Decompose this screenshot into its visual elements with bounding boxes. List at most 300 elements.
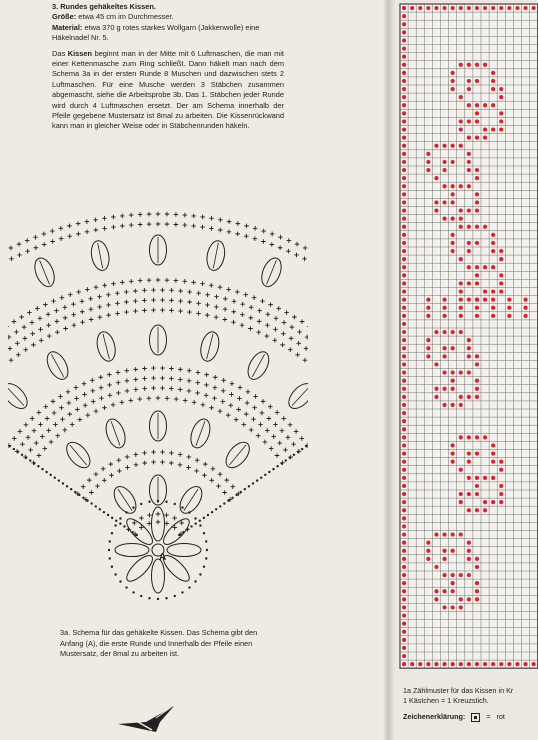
- stitch-cross: [174, 222, 179, 227]
- stitch-dot: [475, 208, 479, 212]
- chain-dot: [123, 525, 125, 527]
- stitch-cross: [35, 306, 40, 311]
- stitch-dot: [442, 557, 446, 561]
- stitch-dot: [426, 549, 430, 553]
- chain-dot: [165, 597, 167, 599]
- stitch-dot: [499, 257, 503, 261]
- stitch-dot: [459, 500, 463, 504]
- stitch-cross: [68, 292, 73, 297]
- stitch-cross: [178, 452, 183, 457]
- stitch-cross: [160, 376, 165, 381]
- stitch-cross: [286, 435, 291, 440]
- stitch-dot: [434, 597, 438, 601]
- stitch-cross: [187, 310, 192, 315]
- stitch-dot: [475, 379, 479, 383]
- stitch-cross: [235, 290, 240, 295]
- stitch-dot: [402, 476, 406, 480]
- stitch-cross: [125, 465, 130, 470]
- stitch-cross: [142, 386, 147, 391]
- stitch-cross: [273, 327, 278, 332]
- stitch-dot: [402, 403, 406, 407]
- stitch-cross: [265, 428, 270, 433]
- stitch-cross: [46, 312, 51, 317]
- stitch-cross: [304, 346, 308, 351]
- stitch-cross: [191, 214, 196, 219]
- stitch-dot: [402, 346, 406, 350]
- stitch-cross: [288, 423, 293, 428]
- stitch-dot: [402, 14, 406, 18]
- stitch-shell: [8, 379, 32, 413]
- stitch-dot: [426, 354, 430, 358]
- stitch-cross: [101, 466, 106, 471]
- stitch-dot: [402, 306, 406, 310]
- stitch-dot: [459, 370, 463, 374]
- stitch-cross: [258, 422, 263, 427]
- stitch-cross: [265, 334, 270, 339]
- stitch-dot: [426, 160, 430, 164]
- stitch-cross: [147, 513, 152, 518]
- stitch-cross: [23, 347, 28, 352]
- stitch-dot: [402, 233, 406, 237]
- stitch-cross: [178, 289, 183, 294]
- stitch-cross: [275, 453, 280, 458]
- stitch-dot: [442, 387, 446, 391]
- stitch-shell: [284, 379, 308, 413]
- stitch-dot: [402, 508, 406, 512]
- stitch-dot: [467, 541, 471, 545]
- chain-dot: [227, 499, 229, 501]
- chain-dot: [58, 479, 60, 481]
- chain-dot: [272, 468, 274, 470]
- stitch-cross: [182, 279, 187, 284]
- chain-dot: [203, 517, 205, 519]
- stitch-cross: [94, 285, 99, 290]
- stitch-shell-rib: [70, 445, 87, 465]
- stitch-dot: [491, 451, 495, 455]
- stitch-cross: [59, 405, 64, 410]
- stitch-cross: [156, 512, 161, 517]
- stitch-cross: [263, 440, 268, 445]
- stitch-cross: [260, 411, 265, 416]
- stitch-cross: [8, 324, 9, 329]
- size-label: Größe:: [52, 12, 77, 22]
- chain-dot: [199, 520, 201, 522]
- stitch-cross: [169, 386, 174, 391]
- stitch-cross: [223, 307, 228, 312]
- stitch-dot: [491, 306, 495, 310]
- stitch-dot: [459, 208, 463, 212]
- chain-dot: [174, 595, 176, 597]
- stitch-dot: [475, 565, 479, 569]
- stitch-dot: [491, 79, 495, 83]
- stitch-cross: [214, 305, 219, 310]
- stitch-dot: [451, 532, 455, 536]
- stitch-dot: [451, 549, 455, 553]
- stitch-dot: [434, 208, 438, 212]
- stitch-cross: [165, 212, 170, 217]
- stitch-cross: [223, 317, 228, 322]
- stitch-cross: [142, 288, 147, 293]
- stitch-cross: [245, 401, 250, 406]
- stitch-dot: [402, 22, 406, 26]
- stitch-dot: [459, 119, 463, 123]
- chain-dot: [165, 501, 167, 503]
- stitch-cross: [111, 281, 116, 286]
- stitch-cross: [218, 228, 223, 233]
- stitch-dot: [467, 168, 471, 172]
- stitch-dot: [402, 249, 406, 253]
- stitch-cross: [111, 402, 116, 407]
- stitch-cross: [120, 400, 125, 405]
- stitch-cross: [165, 521, 170, 526]
- stitch-cross: [209, 405, 214, 410]
- stitch-cross: [156, 520, 161, 525]
- chain-dot: [305, 445, 307, 447]
- stitch-dot: [459, 532, 463, 536]
- stitch-cross: [295, 242, 300, 247]
- stitch-cross: [214, 294, 219, 299]
- stitch-cross: [284, 310, 289, 315]
- stitch-cross: [25, 249, 30, 254]
- stitch-cross: [291, 442, 296, 447]
- chain-dot: [203, 566, 205, 568]
- legend-label: Zeichenerklärung:: [403, 712, 466, 721]
- stitch-dot: [426, 6, 430, 10]
- stitch-cross: [117, 469, 122, 474]
- stitch-dot: [467, 265, 471, 269]
- stitch-cross: [249, 428, 254, 433]
- stitch-cross: [307, 324, 308, 329]
- stitch-cross: [90, 378, 95, 383]
- stitch-dot: [451, 581, 455, 585]
- stitch-cross: [244, 412, 249, 417]
- stitch-cross: [106, 292, 111, 297]
- stitch-cross: [205, 292, 210, 297]
- stitch-cross: [80, 309, 85, 314]
- stitch-dot: [475, 387, 479, 391]
- stitch-dot: [442, 662, 446, 666]
- stitch-dot: [499, 249, 503, 253]
- stitch-dot: [475, 451, 479, 455]
- stitch-cross: [240, 323, 245, 328]
- stitch-dot: [402, 95, 406, 99]
- stitch-dot: [402, 460, 406, 464]
- stitch-cross: [89, 490, 94, 495]
- stitch-dot: [467, 63, 471, 67]
- stitch-cross: [133, 367, 138, 372]
- stitch-cross: [265, 323, 270, 328]
- stitch-dot: [467, 152, 471, 156]
- stitch-cross: [272, 338, 277, 343]
- stitch-cross: [281, 416, 286, 421]
- stitch-cross: [278, 245, 283, 250]
- stitch-cross: [242, 422, 247, 427]
- stitch-dot: [402, 71, 406, 75]
- stitch-cross: [46, 323, 51, 328]
- stitch-cross: [120, 224, 125, 229]
- stitch-dot: [467, 597, 471, 601]
- chain-dot: [260, 477, 262, 479]
- stitch-dot: [451, 200, 455, 204]
- stitch-cross: [53, 422, 58, 427]
- stitch-dot: [475, 63, 479, 67]
- stitch-dot: [475, 662, 479, 666]
- stitch-dot: [475, 362, 479, 366]
- stitch-dot: [402, 557, 406, 561]
- chain-dot: [66, 485, 68, 487]
- stitch-dot: [442, 549, 446, 553]
- stitch-cross: [237, 396, 242, 401]
- stitch-dot: [402, 362, 406, 366]
- stitch-dot: [483, 500, 487, 504]
- stitch-cross: [67, 234, 72, 239]
- stitch-dot: [475, 176, 479, 180]
- stitch-cross: [39, 338, 44, 343]
- chain-dot: [140, 503, 142, 505]
- stitch-cross: [142, 366, 147, 371]
- flower-petal: [115, 544, 149, 557]
- stitch-cross: [102, 283, 107, 288]
- chain-dot: [157, 598, 159, 600]
- stitch-dot: [402, 119, 406, 123]
- size-line: [52, 12, 284, 22]
- stitch-dot: [402, 79, 406, 83]
- stitch-dot: [402, 605, 406, 609]
- stitch-dot: [442, 306, 446, 310]
- stitch-cross: [60, 417, 65, 422]
- stitch-cross: [238, 385, 243, 390]
- stitch-cross: [169, 366, 174, 371]
- stitch-dot: [451, 6, 455, 10]
- stitch-cross: [58, 394, 63, 399]
- legend-key-row: [403, 712, 538, 722]
- stitch-dot: [515, 6, 519, 10]
- stitch-dot: [483, 136, 487, 140]
- stitch-dot: [475, 476, 479, 480]
- stitch-cross: [54, 308, 59, 313]
- stitch-dot: [491, 241, 495, 245]
- stitch-cross: [90, 389, 95, 394]
- stitch-dot: [491, 476, 495, 480]
- stitch-cross: [227, 219, 232, 224]
- stitch-cross: [138, 212, 143, 217]
- stitch-dot: [442, 314, 446, 318]
- stitch-dot: [491, 662, 495, 666]
- stitch-dot: [459, 468, 463, 472]
- stitch-cross: [117, 458, 122, 463]
- stitch-cross: [160, 366, 165, 371]
- stitch-cross: [151, 298, 156, 303]
- stitch-dot: [467, 557, 471, 561]
- chain-dot: [206, 549, 208, 551]
- stitch-dot: [459, 435, 463, 439]
- stitch-dot: [451, 387, 455, 391]
- stitch-dot: [426, 306, 430, 310]
- stitch-dot: [475, 306, 479, 310]
- stitch-cross: [179, 521, 184, 526]
- stitch-dot: [402, 427, 406, 431]
- stitch-dot: [442, 354, 446, 358]
- stitch-dot: [451, 192, 455, 196]
- stitch-cross: [268, 302, 273, 307]
- stitch-cross: [147, 521, 152, 526]
- stitch-cross: [129, 279, 134, 284]
- stitch-dot: [467, 476, 471, 480]
- stitch-dot: [451, 346, 455, 350]
- stitch-cross: [226, 287, 231, 292]
- stitch-dot: [491, 443, 495, 447]
- stitch-dot: [491, 460, 495, 464]
- stitch-cross: [30, 320, 35, 325]
- stitch-dot: [459, 63, 463, 67]
- stitch-cross: [102, 226, 107, 231]
- stitch-cross: [196, 311, 201, 316]
- stitch-dot: [402, 468, 406, 472]
- article-body: [52, 49, 284, 132]
- stitch-cross: [224, 478, 229, 483]
- stitch-cross: [195, 458, 200, 463]
- chain-dot: [95, 505, 97, 507]
- stitch-dot: [467, 662, 471, 666]
- stitch-cross: [124, 310, 129, 315]
- stitch-dot: [402, 30, 406, 34]
- stitch-cross: [192, 400, 197, 405]
- stitch-dot: [459, 605, 463, 609]
- stitch-cross: [231, 320, 236, 325]
- stitch-dot: [451, 249, 455, 253]
- stitch-dot: [451, 370, 455, 374]
- chain-dot: [70, 488, 72, 490]
- chain-dot: [252, 482, 254, 484]
- stitch-dot: [451, 330, 455, 334]
- stitch-cross: [169, 308, 174, 313]
- stitch-dot: [475, 273, 479, 277]
- stitch-dot: [483, 127, 487, 131]
- stitch-cross: [187, 368, 192, 373]
- stitch-dot: [451, 160, 455, 164]
- stitch-dot: [499, 6, 503, 10]
- chain-dot: [115, 520, 117, 522]
- stitch-cross: [27, 310, 32, 315]
- stitch-cross: [160, 386, 165, 391]
- stitch-cross: [109, 473, 114, 478]
- stitch-cross: [240, 312, 245, 317]
- stitch-cross: [82, 381, 87, 386]
- stitch-cross: [32, 428, 37, 433]
- stitch-cross: [186, 465, 191, 470]
- stitch-cross: [106, 313, 111, 318]
- stitch-cross: [204, 383, 209, 388]
- chain-dot: [111, 532, 113, 534]
- stitch-cross: [86, 413, 91, 418]
- chain-dot: [297, 451, 299, 453]
- stitch-cross: [194, 469, 199, 474]
- stitch-dot: [483, 265, 487, 269]
- stitch-cross: [133, 289, 138, 294]
- stitch-shell-rib: [40, 260, 50, 284]
- stitch-cross: [187, 300, 192, 305]
- stitch-cross: [147, 222, 152, 227]
- stitch-cross: [213, 375, 218, 380]
- stitch-dot: [475, 119, 479, 123]
- stitch-cross: [174, 212, 179, 217]
- stitch-dot: [459, 492, 463, 496]
- chain-dot: [119, 580, 121, 582]
- stitch-dot: [402, 443, 406, 447]
- stitch-dot: [475, 581, 479, 585]
- stitch-dot: [402, 532, 406, 536]
- stitch-cross: [223, 297, 228, 302]
- chain-dot: [136, 534, 138, 536]
- cross-stitch-chart: [392, 0, 538, 680]
- chain-dot: [289, 456, 291, 458]
- stitch-dot: [434, 532, 438, 536]
- stitch-dot: [467, 370, 471, 374]
- stitch-cross: [107, 383, 112, 388]
- stitch-dot: [434, 387, 438, 391]
- stitch-dot: [402, 127, 406, 131]
- stitch-dot: [475, 168, 479, 172]
- stitch-cross: [8, 335, 11, 340]
- stitch-cross: [187, 389, 192, 394]
- stitch-dot: [467, 346, 471, 350]
- chain-dot: [194, 580, 196, 582]
- flower-petal: [167, 544, 201, 557]
- stitch-cross: [283, 448, 288, 453]
- chain-dot: [256, 479, 258, 481]
- stitch-cross: [203, 462, 208, 467]
- chain-dot: [54, 477, 56, 479]
- stitch-cross: [63, 428, 68, 433]
- legend-square-icon: [471, 713, 480, 722]
- stitch-dot: [402, 419, 406, 423]
- stitch-dot: [442, 532, 446, 536]
- stitch-cross: [164, 513, 169, 518]
- stitch-cross: [111, 215, 116, 220]
- chain-dot: [264, 474, 266, 476]
- stitch-dot: [402, 654, 406, 658]
- stitch-cross: [296, 341, 301, 346]
- chain-dot: [25, 456, 27, 458]
- stitch-cross: [253, 226, 258, 231]
- stitch-dot: [426, 541, 430, 545]
- stitch-cross: [213, 385, 218, 390]
- stitch-cross: [243, 292, 248, 297]
- stitch-cross: [297, 330, 302, 335]
- stitch-cross: [34, 441, 39, 446]
- stitch-cross: [169, 461, 174, 466]
- stitch-shell-rib: [213, 243, 218, 269]
- stitch-cross: [160, 308, 165, 313]
- stitch-cross: [60, 295, 65, 300]
- stitch-dot: [459, 573, 463, 577]
- flower-petal: [152, 559, 165, 593]
- stitch-dot: [475, 79, 479, 83]
- chain-dot: [37, 465, 39, 467]
- stitch-cross: [260, 299, 265, 304]
- stitch-cross: [94, 472, 99, 477]
- stitch-cross: [201, 402, 206, 407]
- stitch-dot: [402, 395, 406, 399]
- stitch-cross: [209, 216, 214, 221]
- stitch-cross: [282, 320, 287, 325]
- stitch-dot: [451, 71, 455, 75]
- stitch-dot: [475, 192, 479, 196]
- stitch-dot: [467, 573, 471, 577]
- stitch-cross: [195, 380, 200, 385]
- stitch-dot: [475, 111, 479, 115]
- stitch-dot: [434, 362, 438, 366]
